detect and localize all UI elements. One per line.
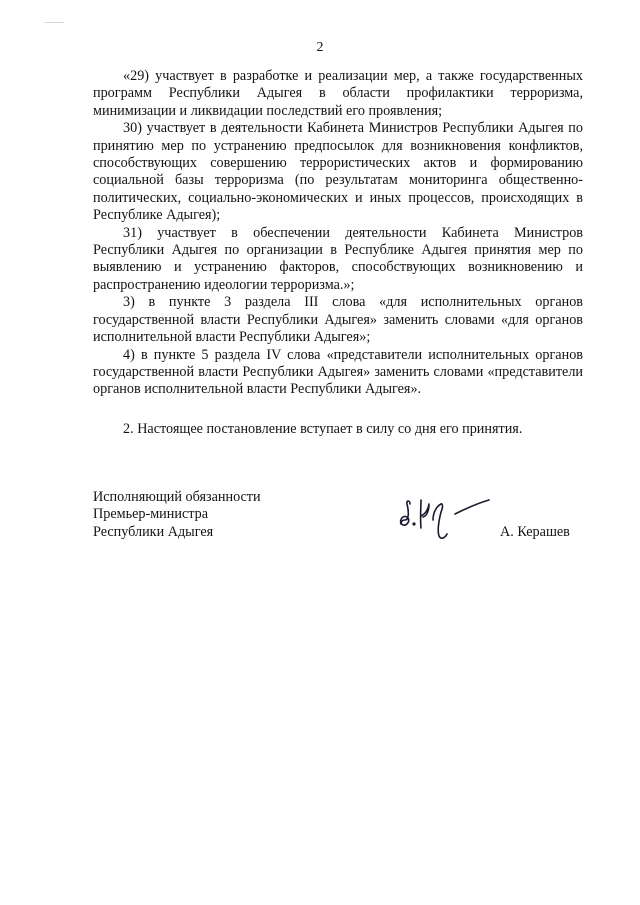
paragraph-effective-date: 2. Настоящее постановление вступает в силу со дня его принятия. [123, 420, 523, 437]
signatory-title-line: Исполняющий обязанности [93, 489, 261, 505]
signatory-title-line: Республики Адыгея [93, 523, 214, 540]
paragraph-item-30: 30) участвует в деятельности Кабинета Министров Республики Адыгея по принятию мер по устранению предпосылок для возникновения конфликтов, способствующих совершению террористических актов и формированию социальной базы терроризма (по результатам мониторинга общественно-политических, социально-экономических и иных процессов, происходящих в Республике Адыгея); [93, 120, 583, 224]
handwritten-signature-icon [393, 490, 501, 542]
document-body [93, 68, 583, 438]
paragraph-amendment-3: 3) в пункте 3 раздела III слова «для исполнительных органов государственной власти Республики Адыгея» заменить словами «для органов исполнительной власти Республики Адыгея»; [93, 294, 583, 346]
scan-artifact-mark [44, 22, 64, 23]
page-number: 2 [316, 40, 324, 55]
signatory-title-block [93, 489, 261, 541]
signatory-title-line: Премьер-министра [93, 506, 209, 523]
paragraph-amendment-4: 4) в пункте 5 раздела IV слова «представители исполнительных органов государственной власти Республики Адыгея» заменить словами «представители органов исполнительной власти Республики Адыгея». [93, 346, 583, 398]
signer-name: А. Керашев [500, 524, 570, 540]
paragraph-item-31: 31) участвует в обеспечении деятельности Кабинета Министров Республики Адыгея по организации в Республике Адыгея принятия мер по выявлению и устранению факторов, способствующих возникновению и распространению идеологии терроризма.»; [93, 224, 583, 293]
paragraph-item-29: «29) участвует в разработке и реализации мер, а также государственных программ Республики Адыгея в области профилактики терроризма, минимизации и ликвидации последствий его проявления; [93, 68, 583, 119]
